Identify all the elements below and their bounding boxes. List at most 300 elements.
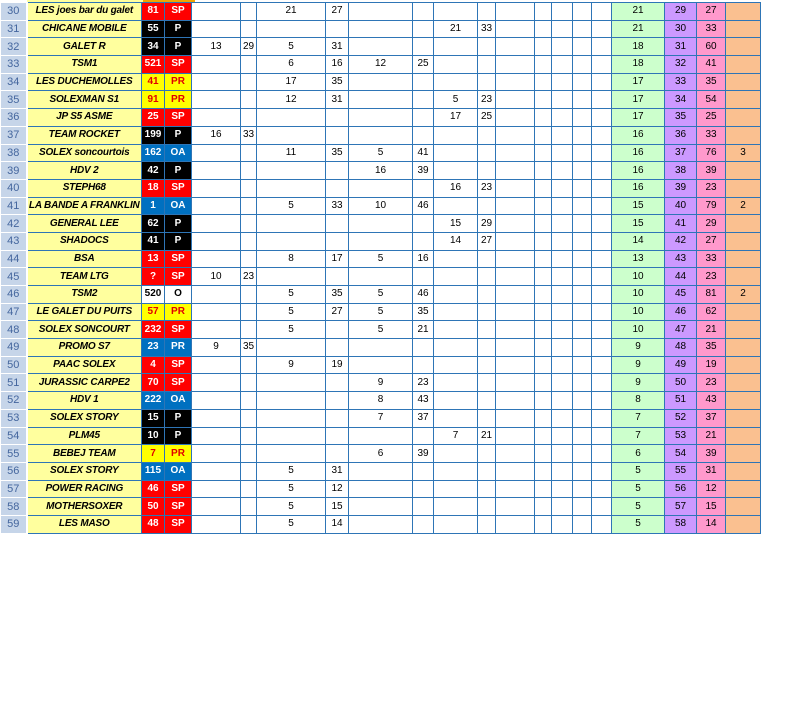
data-cell[interactable] — [192, 179, 241, 197]
data-cell[interactable] — [552, 215, 573, 233]
data-cell[interactable] — [535, 3, 552, 21]
data-cell[interactable] — [573, 20, 592, 38]
data-cell[interactable] — [478, 392, 496, 410]
data-cell[interactable] — [192, 286, 241, 304]
data-cell[interactable]: 29 — [478, 215, 496, 233]
team-name-cell[interactable]: TSM2 — [27, 286, 142, 304]
row-header[interactable]: 42 — [1, 215, 27, 233]
row-header[interactable]: 47 — [1, 303, 27, 321]
data-cell[interactable]: 5 — [257, 197, 326, 215]
data-cell[interactable]: 16 — [192, 126, 241, 144]
data-cell[interactable] — [241, 321, 257, 339]
summary-cell-green[interactable]: 21 — [612, 3, 665, 21]
data-cell[interactable] — [535, 109, 552, 127]
data-cell[interactable] — [552, 445, 573, 463]
data-cell[interactable] — [552, 321, 573, 339]
row-header[interactable]: 43 — [1, 232, 27, 250]
data-cell[interactable] — [434, 339, 478, 357]
data-cell[interactable] — [349, 356, 413, 374]
summary-cell-orange[interactable] — [726, 356, 761, 374]
data-cell[interactable] — [349, 480, 413, 498]
summary-cell-purple[interactable]: 33 — [665, 73, 697, 91]
data-cell[interactable] — [535, 38, 552, 56]
summary-cell-green[interactable]: 16 — [612, 179, 665, 197]
data-cell[interactable]: 9 — [349, 374, 413, 392]
data-cell[interactable] — [552, 427, 573, 445]
data-cell[interactable] — [496, 20, 535, 38]
data-cell[interactable]: 5 — [257, 462, 326, 480]
data-cell[interactable] — [192, 427, 241, 445]
data-cell[interactable]: 41 — [413, 144, 434, 162]
summary-cell-pink[interactable]: 39 — [697, 162, 726, 180]
data-cell[interactable] — [413, 232, 434, 250]
data-cell[interactable] — [257, 409, 326, 427]
summary-cell-green[interactable]: 21 — [612, 20, 665, 38]
data-cell[interactable]: 6 — [349, 445, 413, 463]
data-cell[interactable] — [349, 232, 413, 250]
team-name-cell[interactable]: LES joes bar du galet — [27, 3, 142, 21]
data-cell[interactable] — [552, 20, 573, 38]
data-cell[interactable] — [552, 515, 573, 533]
data-cell[interactable]: 6 — [257, 56, 326, 74]
data-cell[interactable]: 17 — [257, 73, 326, 91]
data-cell[interactable] — [434, 409, 478, 427]
team-name-cell[interactable]: PAAC SOLEX — [27, 356, 142, 374]
data-cell[interactable]: 29 — [241, 38, 257, 56]
summary-cell-pink[interactable]: 23 — [697, 268, 726, 286]
summary-cell-pink[interactable]: 62 — [697, 303, 726, 321]
data-cell[interactable] — [592, 286, 612, 304]
team-name-cell[interactable]: LE GALET DU PUITS — [27, 303, 142, 321]
data-cell[interactable] — [535, 73, 552, 91]
data-cell[interactable] — [192, 374, 241, 392]
data-cell[interactable] — [326, 215, 349, 233]
summary-cell-orange[interactable] — [726, 303, 761, 321]
data-cell[interactable] — [192, 162, 241, 180]
data-cell[interactable] — [257, 179, 326, 197]
data-cell[interactable] — [434, 445, 478, 463]
data-cell[interactable] — [241, 3, 257, 21]
data-cell[interactable] — [592, 3, 612, 21]
data-cell[interactable] — [257, 232, 326, 250]
summary-cell-purple[interactable]: 51 — [665, 392, 697, 410]
data-cell[interactable] — [241, 427, 257, 445]
data-cell[interactable] — [434, 38, 478, 56]
team-number-badge[interactable]: 57 — [142, 303, 165, 321]
summary-cell-purple[interactable]: 47 — [665, 321, 697, 339]
data-cell[interactable] — [349, 339, 413, 357]
data-cell[interactable] — [552, 109, 573, 127]
team-number-badge[interactable]: 50 — [142, 498, 165, 516]
data-cell[interactable] — [257, 374, 326, 392]
data-cell[interactable] — [478, 56, 496, 74]
category-badge[interactable]: SP — [165, 56, 192, 74]
data-cell[interactable] — [349, 38, 413, 56]
data-cell[interactable]: 37 — [413, 409, 434, 427]
data-cell[interactable] — [573, 144, 592, 162]
data-cell[interactable] — [413, 126, 434, 144]
data-cell[interactable] — [326, 232, 349, 250]
summary-cell-pink[interactable]: 15 — [697, 498, 726, 516]
data-cell[interactable]: 39 — [413, 162, 434, 180]
data-cell[interactable] — [552, 73, 573, 91]
data-cell[interactable] — [496, 179, 535, 197]
data-cell[interactable] — [592, 144, 612, 162]
summary-cell-orange[interactable] — [726, 91, 761, 109]
team-number-badge[interactable]: 520 — [142, 286, 165, 304]
data-cell[interactable] — [326, 374, 349, 392]
summary-cell-purple[interactable]: 48 — [665, 339, 697, 357]
data-cell[interactable] — [592, 356, 612, 374]
data-cell[interactable] — [326, 20, 349, 38]
data-cell[interactable] — [592, 321, 612, 339]
data-cell[interactable] — [192, 73, 241, 91]
data-cell[interactable]: 31 — [326, 91, 349, 109]
summary-cell-purple[interactable]: 29 — [665, 3, 697, 21]
data-cell[interactable] — [552, 409, 573, 427]
summary-cell-purple[interactable]: 49 — [665, 356, 697, 374]
row-header[interactable]: 30 — [1, 3, 27, 21]
team-number-badge[interactable]: 41 — [142, 73, 165, 91]
summary-cell-pink[interactable]: 33 — [697, 250, 726, 268]
row-header[interactable]: 57 — [1, 480, 27, 498]
summary-cell-orange[interactable] — [726, 498, 761, 516]
team-name-cell[interactable]: CHICANE MOBILE — [27, 20, 142, 38]
data-cell[interactable] — [241, 197, 257, 215]
data-cell[interactable] — [496, 232, 535, 250]
summary-cell-purple[interactable]: 41 — [665, 215, 697, 233]
data-cell[interactable] — [241, 409, 257, 427]
data-cell[interactable] — [434, 374, 478, 392]
data-cell[interactable] — [241, 250, 257, 268]
data-cell[interactable] — [413, 356, 434, 374]
data-cell[interactable] — [496, 126, 535, 144]
summary-cell-orange[interactable] — [726, 38, 761, 56]
data-cell[interactable] — [573, 250, 592, 268]
team-number-badge[interactable]: 15 — [142, 409, 165, 427]
data-cell[interactable] — [478, 480, 496, 498]
summary-cell-green[interactable]: 8 — [612, 392, 665, 410]
data-cell[interactable] — [241, 144, 257, 162]
data-cell[interactable] — [434, 126, 478, 144]
summary-cell-pink[interactable]: 37 — [697, 409, 726, 427]
data-cell[interactable] — [552, 339, 573, 357]
data-cell[interactable] — [241, 356, 257, 374]
data-cell[interactable] — [257, 215, 326, 233]
data-cell[interactable] — [192, 462, 241, 480]
data-cell[interactable] — [478, 3, 496, 21]
data-cell[interactable]: 5 — [434, 91, 478, 109]
data-cell[interactable] — [434, 3, 478, 21]
summary-cell-pink[interactable]: 35 — [697, 339, 726, 357]
data-cell[interactable] — [496, 462, 535, 480]
team-name-cell[interactable]: TEAM ROCKET — [27, 126, 142, 144]
data-cell[interactable] — [434, 56, 478, 74]
category-badge[interactable]: SP — [165, 268, 192, 286]
data-cell[interactable]: 8 — [349, 392, 413, 410]
summary-cell-pink[interactable]: 79 — [697, 197, 726, 215]
summary-cell-green[interactable]: 7 — [612, 409, 665, 427]
summary-cell-pink[interactable]: 19 — [697, 356, 726, 374]
team-number-badge[interactable]: 222 — [142, 392, 165, 410]
summary-cell-orange[interactable]: 3 — [726, 144, 761, 162]
data-cell[interactable] — [257, 20, 326, 38]
data-cell[interactable] — [592, 515, 612, 533]
data-cell[interactable]: 7 — [434, 427, 478, 445]
data-cell[interactable]: 21 — [478, 427, 496, 445]
summary-cell-green[interactable]: 16 — [612, 126, 665, 144]
data-cell[interactable] — [241, 303, 257, 321]
data-cell[interactable] — [496, 38, 535, 56]
data-cell[interactable] — [478, 197, 496, 215]
team-number-badge[interactable]: 62 — [142, 215, 165, 233]
data-cell[interactable] — [573, 303, 592, 321]
data-cell[interactable] — [413, 215, 434, 233]
data-cell[interactable]: 19 — [326, 356, 349, 374]
category-badge[interactable]: P — [165, 20, 192, 38]
data-cell[interactable] — [434, 286, 478, 304]
row-header[interactable]: 59 — [1, 515, 27, 533]
data-cell[interactable]: 17 — [434, 109, 478, 127]
summary-cell-pink[interactable]: 23 — [697, 374, 726, 392]
summary-cell-orange[interactable] — [726, 392, 761, 410]
summary-cell-pink[interactable]: 25 — [697, 109, 726, 127]
summary-cell-purple[interactable]: 43 — [665, 250, 697, 268]
team-name-cell[interactable]: SOLEX soncourtois — [27, 144, 142, 162]
data-cell[interactable]: 14 — [326, 515, 349, 533]
team-number-badge[interactable]: 521 — [142, 56, 165, 74]
data-cell[interactable] — [592, 480, 612, 498]
data-cell[interactable] — [434, 250, 478, 268]
data-cell[interactable] — [478, 462, 496, 480]
data-cell[interactable] — [496, 109, 535, 127]
team-number-badge[interactable]: 91 — [142, 91, 165, 109]
data-cell[interactable] — [349, 498, 413, 516]
data-cell[interactable] — [535, 20, 552, 38]
summary-cell-pink[interactable]: 54 — [697, 91, 726, 109]
data-cell[interactable]: 16 — [326, 56, 349, 74]
summary-cell-orange[interactable] — [726, 515, 761, 533]
data-cell[interactable] — [478, 73, 496, 91]
data-cell[interactable] — [413, 427, 434, 445]
data-cell[interactable] — [241, 232, 257, 250]
category-badge[interactable]: SP — [165, 321, 192, 339]
summary-cell-purple[interactable]: 42 — [665, 232, 697, 250]
data-cell[interactable] — [241, 162, 257, 180]
data-cell[interactable] — [257, 126, 326, 144]
data-cell[interactable] — [326, 109, 349, 127]
summary-cell-orange[interactable] — [726, 215, 761, 233]
data-cell[interactable] — [552, 250, 573, 268]
data-cell[interactable] — [592, 20, 612, 38]
summary-cell-green[interactable]: 14 — [612, 232, 665, 250]
team-name-cell[interactable]: SOLEX STORY — [27, 409, 142, 427]
summary-cell-purple[interactable]: 55 — [665, 462, 697, 480]
data-cell[interactable] — [413, 3, 434, 21]
data-cell[interactable]: 9 — [257, 356, 326, 374]
data-cell[interactable] — [592, 197, 612, 215]
data-cell[interactable] — [241, 91, 257, 109]
category-badge[interactable]: P — [165, 232, 192, 250]
data-cell[interactable] — [592, 250, 612, 268]
row-header[interactable]: 46 — [1, 286, 27, 304]
summary-cell-orange[interactable] — [726, 462, 761, 480]
data-cell[interactable] — [478, 126, 496, 144]
data-cell[interactable] — [478, 445, 496, 463]
team-name-cell[interactable]: POWER RACING — [27, 480, 142, 498]
data-cell[interactable]: 16 — [413, 250, 434, 268]
team-name-cell[interactable]: MOTHERSOXER — [27, 498, 142, 516]
data-cell[interactable] — [413, 515, 434, 533]
data-cell[interactable] — [552, 462, 573, 480]
summary-cell-green[interactable]: 18 — [612, 38, 665, 56]
data-cell[interactable] — [592, 374, 612, 392]
data-cell[interactable]: 5 — [257, 286, 326, 304]
data-cell[interactable] — [496, 480, 535, 498]
data-cell[interactable]: 21 — [257, 3, 326, 21]
data-cell[interactable]: 21 — [434, 20, 478, 38]
data-cell[interactable] — [496, 3, 535, 21]
data-cell[interactable] — [592, 339, 612, 357]
data-cell[interactable] — [573, 392, 592, 410]
data-cell[interactable] — [326, 268, 349, 286]
data-cell[interactable] — [257, 427, 326, 445]
summary-cell-purple[interactable]: 44 — [665, 268, 697, 286]
category-badge[interactable]: P — [165, 126, 192, 144]
data-cell[interactable] — [573, 374, 592, 392]
data-cell[interactable] — [496, 374, 535, 392]
team-name-cell[interactable]: HDV 1 — [27, 392, 142, 410]
summary-cell-orange[interactable] — [726, 374, 761, 392]
data-cell[interactable]: 16 — [349, 162, 413, 180]
summary-cell-pink[interactable]: 27 — [697, 232, 726, 250]
data-cell[interactable] — [592, 126, 612, 144]
data-cell[interactable]: 5 — [257, 480, 326, 498]
data-cell[interactable] — [192, 3, 241, 21]
data-cell[interactable]: 39 — [413, 445, 434, 463]
summary-cell-green[interactable]: 15 — [612, 215, 665, 233]
summary-cell-orange[interactable] — [726, 232, 761, 250]
category-badge[interactable]: SP — [165, 356, 192, 374]
data-cell[interactable] — [573, 179, 592, 197]
data-cell[interactable]: 5 — [257, 303, 326, 321]
data-cell[interactable] — [192, 109, 241, 127]
data-cell[interactable]: 27 — [326, 3, 349, 21]
row-header[interactable]: 32 — [1, 38, 27, 56]
data-cell[interactable] — [592, 409, 612, 427]
team-number-badge[interactable]: 34 — [142, 38, 165, 56]
team-name-cell[interactable]: SOLEXMAN S1 — [27, 91, 142, 109]
data-cell[interactable] — [434, 515, 478, 533]
summary-cell-purple[interactable]: 38 — [665, 162, 697, 180]
category-badge[interactable]: SP — [165, 3, 192, 21]
team-number-badge[interactable]: 18 — [142, 179, 165, 197]
summary-cell-pink[interactable]: 31 — [697, 462, 726, 480]
team-number-badge[interactable]: ? — [142, 268, 165, 286]
data-cell[interactable]: 25 — [413, 56, 434, 74]
summary-cell-orange[interactable] — [726, 250, 761, 268]
summary-cell-purple[interactable]: 37 — [665, 144, 697, 162]
data-cell[interactable] — [535, 374, 552, 392]
data-cell[interactable]: 12 — [349, 56, 413, 74]
data-cell[interactable] — [326, 162, 349, 180]
team-number-badge[interactable]: 4 — [142, 356, 165, 374]
data-cell[interactable] — [192, 56, 241, 74]
data-cell[interactable]: 35 — [413, 303, 434, 321]
data-cell[interactable]: 5 — [257, 515, 326, 533]
team-name-cell[interactable]: PROMO S7 — [27, 339, 142, 357]
data-cell[interactable]: 5 — [349, 144, 413, 162]
summary-cell-purple[interactable]: 46 — [665, 303, 697, 321]
data-cell[interactable] — [552, 91, 573, 109]
team-name-cell[interactable]: LES DUCHEMOLLES — [27, 73, 142, 91]
data-cell[interactable] — [552, 356, 573, 374]
category-badge[interactable]: OA — [165, 197, 192, 215]
data-cell[interactable] — [496, 321, 535, 339]
data-cell[interactable] — [496, 303, 535, 321]
data-cell[interactable] — [192, 250, 241, 268]
data-cell[interactable]: 31 — [326, 462, 349, 480]
row-header[interactable]: 34 — [1, 73, 27, 91]
summary-cell-pink[interactable]: 21 — [697, 321, 726, 339]
data-cell[interactable] — [552, 197, 573, 215]
data-cell[interactable] — [535, 56, 552, 74]
summary-cell-pink[interactable]: 27 — [697, 3, 726, 21]
data-cell[interactable] — [349, 91, 413, 109]
row-header[interactable]: 52 — [1, 392, 27, 410]
data-cell[interactable] — [478, 374, 496, 392]
data-cell[interactable] — [552, 56, 573, 74]
data-cell[interactable] — [326, 339, 349, 357]
data-cell[interactable] — [478, 321, 496, 339]
data-cell[interactable]: 33 — [478, 20, 496, 38]
summary-cell-green[interactable]: 10 — [612, 303, 665, 321]
data-cell[interactable] — [535, 91, 552, 109]
data-cell[interactable] — [257, 268, 326, 286]
data-cell[interactable]: 10 — [349, 197, 413, 215]
data-cell[interactable] — [573, 427, 592, 445]
summary-cell-green[interactable]: 10 — [612, 268, 665, 286]
data-cell[interactable] — [592, 215, 612, 233]
data-cell[interactable] — [434, 144, 478, 162]
data-cell[interactable] — [496, 339, 535, 357]
data-cell[interactable]: 14 — [434, 232, 478, 250]
data-cell[interactable]: 8 — [257, 250, 326, 268]
team-number-badge[interactable]: 115 — [142, 462, 165, 480]
data-cell[interactable] — [434, 162, 478, 180]
data-cell[interactable] — [573, 409, 592, 427]
category-badge[interactable]: SP — [165, 179, 192, 197]
summary-cell-purple[interactable]: 39 — [665, 179, 697, 197]
data-cell[interactable] — [257, 392, 326, 410]
category-badge[interactable]: P — [165, 409, 192, 427]
summary-cell-green[interactable]: 5 — [612, 462, 665, 480]
data-cell[interactable] — [552, 126, 573, 144]
data-cell[interactable] — [535, 286, 552, 304]
team-name-cell[interactable]: TEAM LTG — [27, 268, 142, 286]
data-cell[interactable] — [592, 462, 612, 480]
data-cell[interactable] — [496, 356, 535, 374]
summary-cell-orange[interactable] — [726, 480, 761, 498]
summary-cell-orange[interactable] — [726, 56, 761, 74]
data-cell[interactable] — [496, 409, 535, 427]
row-header[interactable]: 54 — [1, 427, 27, 445]
data-cell[interactable] — [434, 498, 478, 516]
data-cell[interactable] — [434, 197, 478, 215]
data-cell[interactable] — [326, 445, 349, 463]
summary-cell-pink[interactable]: 35 — [697, 73, 726, 91]
data-cell[interactable] — [535, 462, 552, 480]
